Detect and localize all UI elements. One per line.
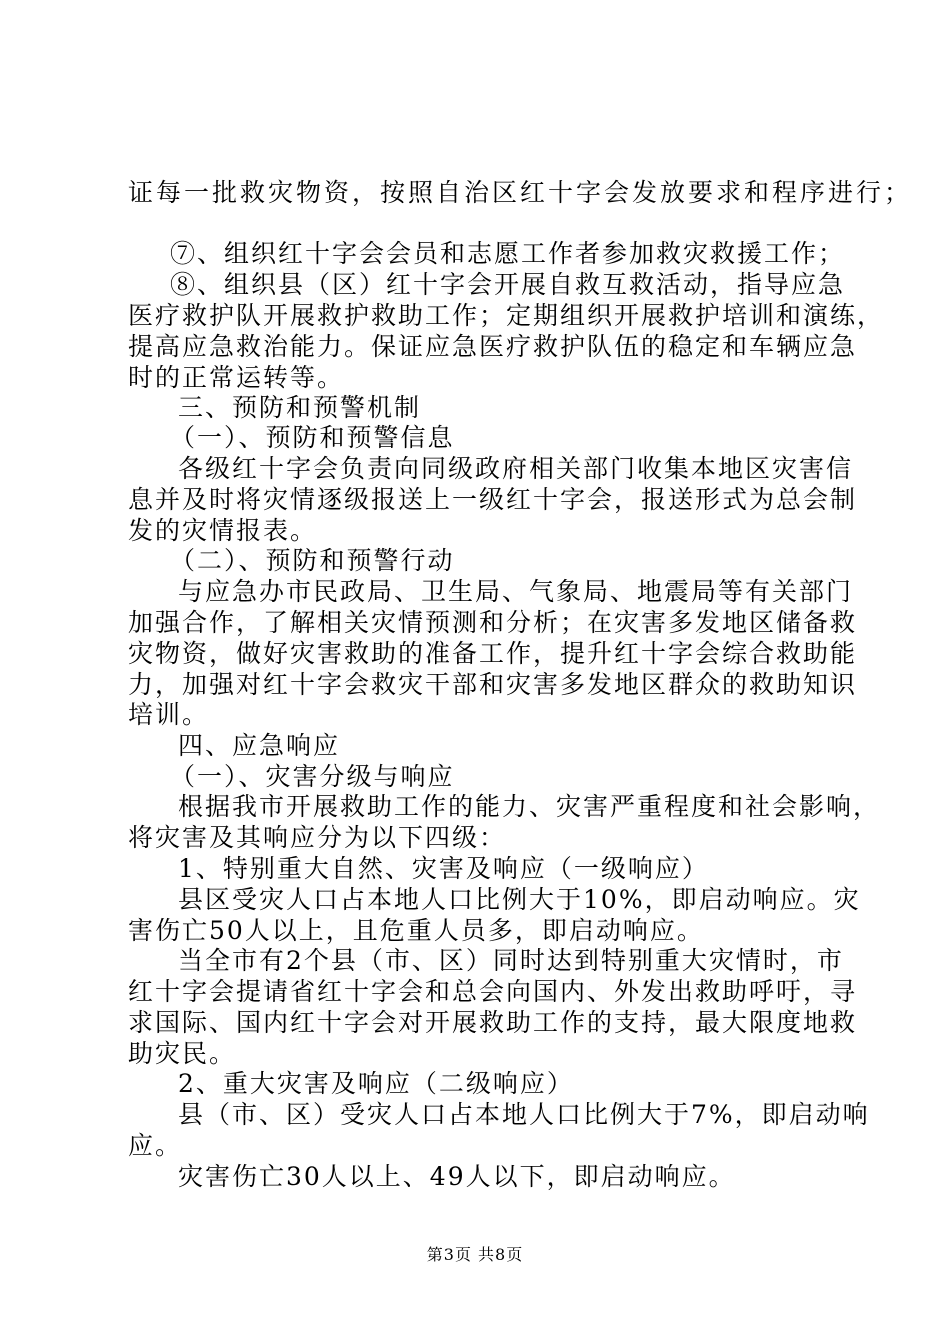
text-line: 灾物资，做好灾害救助的准备工作，提升红十字会综合救助能 — [128, 639, 858, 668]
text-line: 与应急办市民政局、卫生局、气象局、地震局等有关部门 — [178, 577, 854, 606]
text-line: ⑦、组织红十字会会员和志愿工作者参加救灾救援工作； — [170, 239, 846, 268]
subsection-heading: （一）、预防和预警信息 — [170, 423, 455, 452]
text-line: 提高应急救治能力。保证应急医疗救护队伍的稳定和车辆应急 — [128, 332, 858, 361]
section-heading: 三、预防和预警机制 — [178, 393, 422, 422]
section-heading: 四、应急响应 — [178, 731, 341, 760]
text-line: 助灾民。 — [128, 1039, 237, 1068]
text-line: 红十字会提请省红十字会和总会向国内、外发出救助呼吁，寻 — [128, 977, 858, 1006]
text-line: 息并及时将灾情逐级报送上一级红十字会，报送形式为总会制 — [128, 485, 858, 514]
text-line: 证每一批救灾物资，按照自治区红十字会发放要求和程序进行； — [128, 178, 913, 207]
subsection-heading: （一）、灾害分级与响应 — [170, 762, 455, 791]
text-line: 应。 — [128, 1131, 183, 1160]
text-line: 时的正常运转等。 — [128, 363, 345, 392]
text-line: 当全市有2个县（市、区）同时达到特别重大灾情时，市 — [178, 946, 844, 975]
text-line: 灾害伤亡30人以上、49人以下，即启动响应。 — [178, 1162, 736, 1191]
text-line: ⑧、组织县（区）红十字会开展自救互救活动，指导应急 — [170, 270, 846, 299]
text-line: 害伤亡50人以上，且危重人员多，即启动响应。 — [128, 916, 704, 945]
text-line: 求国际、国内红十字会对开展救助工作的支持，最大限度地救 — [128, 1008, 858, 1037]
item-heading: 2、重大灾害及响应（二级响应） — [178, 1069, 574, 1098]
text-line: 将灾害及其响应分为以下四级： — [128, 823, 507, 852]
page-number-footer: 第3页 共8页 — [426, 1245, 524, 1264]
text-line: 县（市、区）受灾人口占本地人口比例大于7%，即启动响 — [178, 1100, 870, 1129]
text-line: 医疗救护队开展救护救助工作；定期组织开展救护培训和演练， — [128, 301, 885, 330]
text-line: 各级红十字会负责向同级政府相关部门收集本地区灾害信 — [178, 454, 854, 483]
text-line: 力，加强对红十字会救灾干部和灾害多发地区群众的救助知识 — [128, 670, 858, 699]
text-line: 根据我市开展救助工作的能力、灾害严重程度和社会影响， — [178, 792, 881, 821]
text-line: 发的灾情报表。 — [128, 516, 318, 545]
text-line: 县区受灾人口占本地人口比例大于10%，即启动响应。灾 — [178, 885, 861, 914]
subsection-heading: （二）、预防和预警行动 — [170, 546, 455, 575]
text-line: 加强合作，了解相关灾情预测和分析；在灾害多发地区储备救 — [128, 608, 858, 637]
item-heading: 1、特别重大自然、灾害及响应（一级响应） — [178, 854, 709, 883]
text-line: 培训。 — [128, 700, 210, 729]
